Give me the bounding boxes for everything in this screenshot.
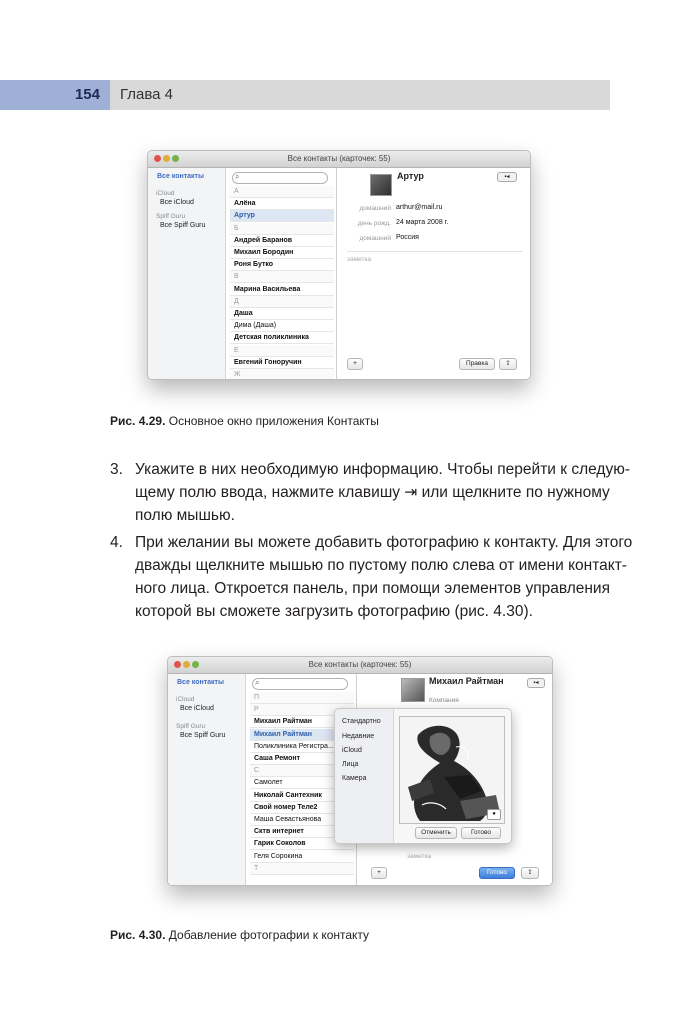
group-header-icloud: iCloud (176, 696, 195, 703)
group-all-icloud[interactable]: Все iCloud (160, 199, 194, 206)
section-letter: Д (230, 296, 334, 308)
done-photo-button[interactable]: Готово (461, 827, 501, 839)
contacts-window-fig2 (167, 656, 553, 886)
running-header (0, 80, 610, 110)
facetime-button[interactable]: ▪◂ (527, 678, 545, 688)
contact-row[interactable]: Роня Бутко (230, 259, 334, 271)
caption-text: Основное окно приложения Контакты (165, 414, 379, 428)
add-contact-button[interactable]: + (371, 867, 387, 879)
group-all-contacts[interactable]: Все контакты (177, 679, 224, 686)
camera-icon[interactable]: ● (487, 809, 501, 820)
address-label: домашний (359, 235, 391, 242)
note-field[interactable]: заметка (407, 853, 432, 860)
section-letter: Р (250, 704, 354, 716)
share-button[interactable]: ⇪ (521, 867, 539, 879)
contact-row[interactable]: Маша Севастьянова (250, 814, 354, 826)
source-faces[interactable]: Лица (342, 761, 359, 768)
search-icon: ⌕ (255, 678, 260, 687)
text-line: которой вы сможете загрузить фотографию (рис. 4.30). (135, 603, 533, 620)
contact-row[interactable]: Михаил Бородин (230, 247, 334, 259)
page-number: 154 (0, 80, 110, 110)
section-letter: Е (230, 345, 334, 357)
chapter-title: Глава 4 (120, 86, 174, 103)
section-letter: П (250, 692, 354, 704)
company-label: Компания (429, 697, 459, 704)
group-all-spiff[interactable]: Все Spiff Guru (180, 732, 226, 739)
email-label: домашний (359, 205, 391, 212)
section-letter: В (230, 271, 334, 283)
group-all-contacts[interactable]: Все контакты (157, 173, 204, 180)
group-header-spiff: Spiff Guru (176, 723, 206, 730)
section-letter: А (230, 186, 334, 198)
contact-row[interactable]: Самолет (250, 777, 354, 789)
groups-pane (148, 168, 226, 379)
search-field[interactable] (252, 678, 348, 690)
contact-row[interactable]: Артур (230, 210, 334, 222)
step-4 (110, 531, 633, 625)
portrait-sketch-image (400, 717, 504, 823)
source-default[interactable]: Стандартно (342, 718, 381, 725)
photo-source-list (335, 709, 394, 843)
contact-row[interactable]: Даша (230, 308, 334, 320)
text-line: дважды щелкните мышью по пустому полю слева от имени контакт- (135, 557, 627, 574)
share-button[interactable]: ⇪ (499, 358, 517, 370)
step-text (135, 531, 633, 623)
add-contact-button[interactable]: + (347, 358, 363, 370)
note-field[interactable]: заметка (347, 256, 372, 263)
contact-name: Артур (397, 171, 424, 181)
text-line: При желании вы можете добавить фотографию к контакту. Для этого (135, 534, 633, 551)
figure-caption-1 (110, 414, 379, 428)
contacts-window-fig1 (147, 150, 531, 380)
source-icloud[interactable]: iCloud (342, 747, 362, 754)
window-title: Все контакты (карточек: 55) (287, 154, 391, 163)
figure-caption-2 (110, 928, 369, 942)
step-text (135, 458, 631, 527)
birthday-label: день рожд. (357, 220, 391, 227)
birthday-value: 24 марта 2008 г. (396, 219, 449, 226)
group-header-icloud: iCloud (156, 190, 175, 197)
address-value: Россия (396, 234, 419, 241)
source-camera[interactable]: Камера (342, 775, 367, 782)
groups-pane (168, 674, 246, 885)
contact-row[interactable]: Детская поликлиника (230, 332, 334, 344)
search-icon: ⌕ (235, 172, 240, 181)
group-all-spiff[interactable]: Все Spiff Guru (160, 222, 206, 229)
step-3 (110, 458, 631, 528)
step-number: 4. (110, 534, 123, 551)
contact-row[interactable]: Михаил Райтман (250, 716, 354, 728)
contact-row[interactable]: Марина Васильева (230, 284, 334, 296)
source-recent[interactable]: Недавние (342, 733, 375, 740)
contact-row[interactable]: Свой номер Теле2 (250, 802, 354, 814)
contact-row[interactable]: Саша Ремонт (250, 753, 354, 765)
email-value: arthur@mail.ru (396, 204, 443, 211)
caption-text: Добавление фотографии к контакту (165, 928, 370, 942)
caption-number: Рис. 4.30. (110, 928, 166, 942)
title-bar (148, 151, 530, 168)
search-field[interactable] (232, 172, 328, 184)
text-line: ного лица. Откроется панель, при помощи элементов управления (135, 580, 610, 597)
section-letter: Б (230, 223, 334, 235)
group-all-icloud[interactable]: Все iCloud (180, 705, 214, 712)
divider (347, 251, 523, 252)
edit-button[interactable]: Правка (459, 358, 495, 370)
text-line: щему полю ввода, нажмите клавишу ⇥ или щелкните по нужному (135, 484, 610, 501)
text-line: полю мышью. (135, 507, 235, 524)
contact-row[interactable]: Поликлиника Регистра... (250, 741, 354, 753)
contact-photo[interactable] (370, 174, 392, 196)
done-button[interactable]: Готово (479, 867, 515, 879)
contact-row[interactable]: Геля Сорокина (250, 851, 354, 863)
contact-list-pane (226, 168, 337, 379)
step-number: 3. (110, 461, 123, 478)
contact-name: Михаил Райтман (429, 676, 504, 686)
contact-row[interactable]: Гарик Соколов (250, 838, 354, 850)
section-letter: С (250, 765, 354, 777)
contact-row[interactable]: Андрей Баранов (230, 235, 334, 247)
section-letter: Ж (230, 369, 334, 380)
text-line: Укажите в них необходимую информацию. Чтобы перейти к следую- (135, 461, 631, 478)
window-title: Все контакты (карточек: 55) (308, 660, 412, 669)
group-header-spiff: Spiff Guru (156, 213, 186, 220)
contact-card (337, 168, 530, 379)
photo-crop-area[interactable] (399, 716, 505, 824)
cancel-button[interactable]: Отменить (415, 827, 457, 839)
contact-row[interactable]: Алёна (230, 198, 334, 210)
facetime-button[interactable]: ▪◂ (497, 172, 517, 182)
title-bar (168, 657, 552, 674)
photo-picker-popover (334, 708, 512, 844)
contact-row[interactable]: Сктв интернет (250, 826, 354, 838)
contact-row[interactable]: Евгений Гоноручин (230, 357, 334, 369)
contact-row[interactable]: Михаил Райтман (250, 729, 354, 741)
contact-row[interactable]: Николай Сантехник (250, 790, 354, 802)
section-letter: Т (250, 863, 354, 875)
contact-photo[interactable] (401, 678, 425, 702)
caption-number: Рис. 4.29. (110, 414, 166, 428)
contact-row[interactable]: Дима (Даша) (230, 320, 334, 332)
